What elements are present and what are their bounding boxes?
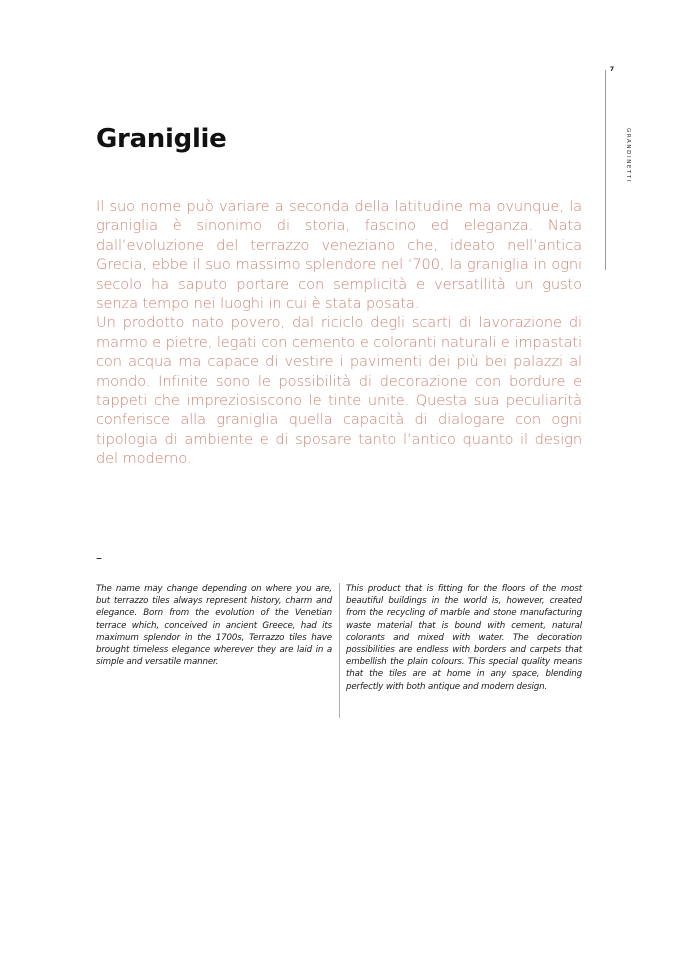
page-number: 7	[609, 66, 615, 73]
side-vertical-rule	[605, 70, 606, 270]
english-text-right-column: This product that is fitting for the floors of the most beautiful buildings in the world is, however, created from the recycling of marble and stone manufacturing waste material that is bound with cement, natural colorants and mixed with water. The decoration possibilities are endless with borders and carpets that embellish the plain colours. This special quality means that the tiles are at home in any space, blending perfectly with both antique and modern design.	[346, 584, 582, 692]
intro-paragraph-1: Il suo nome può variare a seconda della latitudine ma ovunque, la graniglia è sinonimo di storia, fascino ed eleganza. Nata dall’evoluzione del terrazzo veneziano che, ideato nell’antica Grecia, ebbe il suo massimo splendore nel ‘700, la graniglia in ogni secolo ha saputo portare con semplicità e versatilità un gusto senza tempo nei luoghi in cui è stata posata.	[96, 198, 582, 313]
italian-intro-text	[96, 197, 582, 469]
column-divider	[339, 583, 340, 718]
section-dash: –	[96, 551, 102, 565]
brand-name-vertical: GRANDINETTI	[625, 128, 631, 184]
page-title: Graniglie	[96, 124, 227, 154]
english-text-left-column: The name may change depending on where you are, but terrazzo tiles always represent history, charm and elegance. Born from the evolution of the Venetian terrace which, conceived in ancient Greece, had its maximum splendor in the 1700s, Terrazzo tiles have brought timeless elegance wherever they are laid in a simple and versatile manner.	[96, 584, 332, 668]
intro-paragraph-2: Un prodotto nato povero, dal riciclo degli scarti di lavorazione di marmo e pietre, legati con cemento e coloranti naturali e impastati con acqua ma capace di vestire i pavimenti dei più bei palazzi al mondo. Infinite sono le possibilità di decorazione con bordure e tappeti che impreziosiscono le tinte unite. Questa sua peculiarità conferisce alla graniglia quella capacità di dialogare con ogni tipologia di ambiente e di sposare tanto l’antico quanto il design del moderno.	[96, 314, 582, 468]
